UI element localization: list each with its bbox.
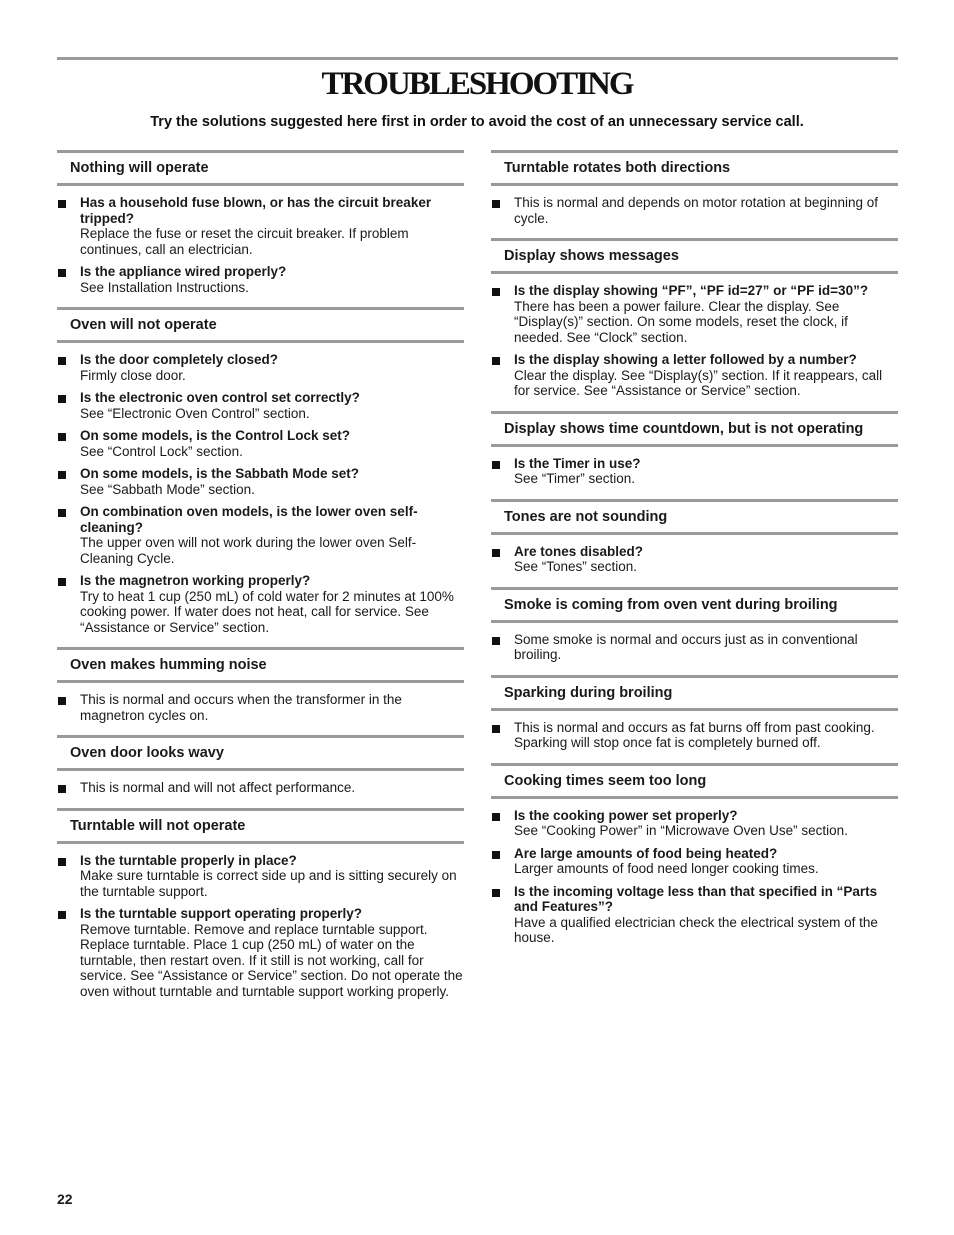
- answer-text: Try to heat 1 cup (250 mL) of cold water for 2 minutes at 100% cooking power. If water does not heat, call for service. See “Assistance or Service” section.: [80, 588, 454, 635]
- question-text: Is the appliance wired properly?: [80, 264, 287, 279]
- troubleshooting-section: [57, 150, 464, 295]
- section-heading: Oven will not operate: [57, 307, 464, 343]
- section-heading: Smoke is coming from oven vent during broiling: [491, 587, 898, 623]
- troubleshooting-section: [57, 647, 464, 723]
- square-bullet-icon: [58, 269, 66, 277]
- answer-text: See “Timer” section.: [514, 471, 636, 486]
- square-bullet-icon: [58, 578, 66, 586]
- answer-text: Larger amounts of food need longer cooking times.: [514, 861, 819, 876]
- list-item: [57, 390, 464, 421]
- answer-text: See “Control Lock” section.: [80, 443, 243, 459]
- question-text: Are large amounts of food being heated?: [514, 845, 778, 861]
- list-item: [57, 573, 464, 635]
- answer-text: Firmly close door.: [80, 367, 186, 383]
- answer-text: Have a qualified electrician check the electrical system of the house.: [514, 914, 878, 945]
- section-heading: Display shows time countdown, but is not operating: [491, 411, 898, 447]
- square-bullet-icon: [492, 288, 500, 296]
- answer-text: Remove turntable. Remove and replace turntable support. Replace turntable. Place 1 cup (250 mL) of water on the turntable, then restart oven. If it still is not working, call for service. See “Assistance or Service” section. Do not operate the oven without turntable and turntable support working properly.: [80, 921, 463, 999]
- list-item: [57, 504, 464, 566]
- list-item: [57, 780, 464, 796]
- question-text: On some models, is the Sabbath Mode set?: [80, 466, 360, 481]
- troubleshooting-section: [491, 587, 898, 663]
- answer-text: See “Tones” section.: [514, 559, 638, 574]
- square-bullet-icon: [492, 889, 500, 897]
- left-column: [57, 150, 464, 1011]
- list-item: [491, 632, 898, 663]
- square-bullet-icon: [58, 911, 66, 919]
- page-number: 22: [57, 1191, 73, 1207]
- list-item: [57, 195, 464, 257]
- answer-text: The upper oven will not work during the lower oven Self-Cleaning Cycle.: [80, 535, 417, 566]
- top-rule: [57, 57, 898, 60]
- section-heading: Nothing will operate: [57, 150, 464, 186]
- question-text: Is the electronic oven control set correctly?: [80, 390, 360, 405]
- square-bullet-icon: [58, 200, 66, 208]
- list-item: [491, 720, 898, 751]
- question-text: Is the turntable properly in place?: [80, 852, 297, 868]
- troubleshooting-section: [57, 808, 464, 1000]
- section-heading: Tones are not sounding: [491, 499, 898, 535]
- list-item: [57, 428, 464, 459]
- answer-text: Replace the fuse or reset the circuit breaker. If problem continues, call an electrician.: [80, 226, 409, 257]
- question-text: Is the door completely closed?: [80, 352, 279, 367]
- answer-text: Make sure turntable is correct side up and is sitting securely on the turntable support.: [80, 868, 457, 899]
- troubleshooting-section: [491, 411, 898, 487]
- section-heading: Display shows messages: [491, 238, 898, 274]
- troubleshooting-section: [57, 735, 464, 796]
- answer-text: See Installation Instructions.: [80, 279, 249, 295]
- troubleshooting-section: [57, 307, 464, 635]
- answer-text: See “Cooking Power” in “Microwave Oven Use” section.: [514, 823, 848, 838]
- troubleshooting-section: [491, 238, 898, 399]
- answer-text: Some smoke is normal and occurs just as in conventional broiling.: [514, 631, 858, 662]
- square-bullet-icon: [492, 200, 500, 208]
- list-item: [57, 692, 464, 723]
- page-subtitle: Try the solutions suggested here first in order to avoid the cost of an unnecessary service call.: [150, 114, 804, 130]
- square-bullet-icon: [492, 549, 500, 557]
- answer-text: This is normal and occurs when the transformer in the magnetron cycles on.: [80, 692, 402, 723]
- question-text: On combination oven models, is the lower oven self-cleaning?: [80, 504, 418, 535]
- question-text: Is the Timer in use?: [514, 455, 641, 471]
- question-text: Has a household fuse blown, or has the circuit breaker tripped?: [80, 195, 432, 226]
- list-item: [491, 456, 898, 487]
- question-text: Is the turntable support operating properly?: [80, 906, 363, 921]
- square-bullet-icon: [58, 785, 66, 793]
- list-item: [491, 884, 898, 946]
- question-text: Is the display showing “PF”, “PF id=27” or “PF id=30”?: [514, 283, 869, 298]
- answer-text: See “Electronic Oven Control” section.: [80, 405, 310, 421]
- list-item: [57, 264, 464, 295]
- list-item: [491, 195, 898, 226]
- square-bullet-icon: [58, 395, 66, 403]
- question-text: Is the incoming voltage less than that specified in “Parts and Features”?: [514, 883, 878, 914]
- list-item: [57, 853, 464, 900]
- list-item: [57, 906, 464, 999]
- question-text: Is the magnetron working properly?: [80, 573, 311, 588]
- section-heading: Oven makes humming noise: [57, 647, 464, 683]
- square-bullet-icon: [58, 509, 66, 517]
- list-item: [57, 466, 464, 497]
- square-bullet-icon: [58, 697, 66, 705]
- list-item: [491, 808, 898, 839]
- section-heading: Sparking during broiling: [491, 675, 898, 711]
- square-bullet-icon: [58, 858, 66, 866]
- list-item: [491, 283, 898, 345]
- question-text: Is the cooking power set properly?: [514, 807, 738, 823]
- section-heading: Oven door looks wavy: [57, 735, 464, 771]
- square-bullet-icon: [58, 357, 66, 365]
- answer-text: See “Sabbath Mode” section.: [80, 481, 255, 497]
- page-title: TROUBLESHOOTING: [321, 66, 633, 102]
- square-bullet-icon: [492, 813, 500, 821]
- section-heading: Turntable will not operate: [57, 808, 464, 844]
- square-bullet-icon: [492, 851, 500, 859]
- troubleshooting-section: [491, 763, 898, 946]
- question-text: Is the display showing a letter followed by a number?: [514, 352, 857, 367]
- troubleshooting-section: [491, 675, 898, 751]
- square-bullet-icon: [492, 461, 500, 469]
- section-heading: Cooking times seem too long: [491, 763, 898, 799]
- square-bullet-icon: [492, 725, 500, 733]
- answer-text: This is normal and will not affect performance.: [80, 780, 356, 795]
- list-item: [491, 544, 898, 575]
- square-bullet-icon: [58, 433, 66, 441]
- answer-text: This is normal and depends on motor rotation at beginning of cycle.: [514, 195, 878, 226]
- square-bullet-icon: [492, 637, 500, 645]
- square-bullet-icon: [58, 471, 66, 479]
- troubleshooting-section: [491, 499, 898, 575]
- question-text: Are tones disabled?: [514, 543, 644, 559]
- list-item: [491, 846, 898, 877]
- troubleshooting-section: [491, 150, 898, 226]
- right-column: [491, 150, 898, 958]
- answer-text: There has been a power failure. Clear the display. See “Display(s)” section. On some models, reset the clock, if needed. See “Clock” section.: [514, 298, 848, 345]
- list-item: [491, 352, 898, 399]
- square-bullet-icon: [492, 357, 500, 365]
- list-item: [57, 352, 464, 383]
- answer-text: This is normal and occurs as fat burns off from past cooking. Sparking will stop once fat is completely burned off.: [514, 719, 875, 750]
- question-text: On some models, is the Control Lock set?: [80, 428, 351, 443]
- section-heading: Turntable rotates both directions: [491, 150, 898, 186]
- answer-text: Clear the display. See “Display(s)” section. If it reappears, call for service. See “Assistance or Service” section.: [514, 367, 883, 398]
